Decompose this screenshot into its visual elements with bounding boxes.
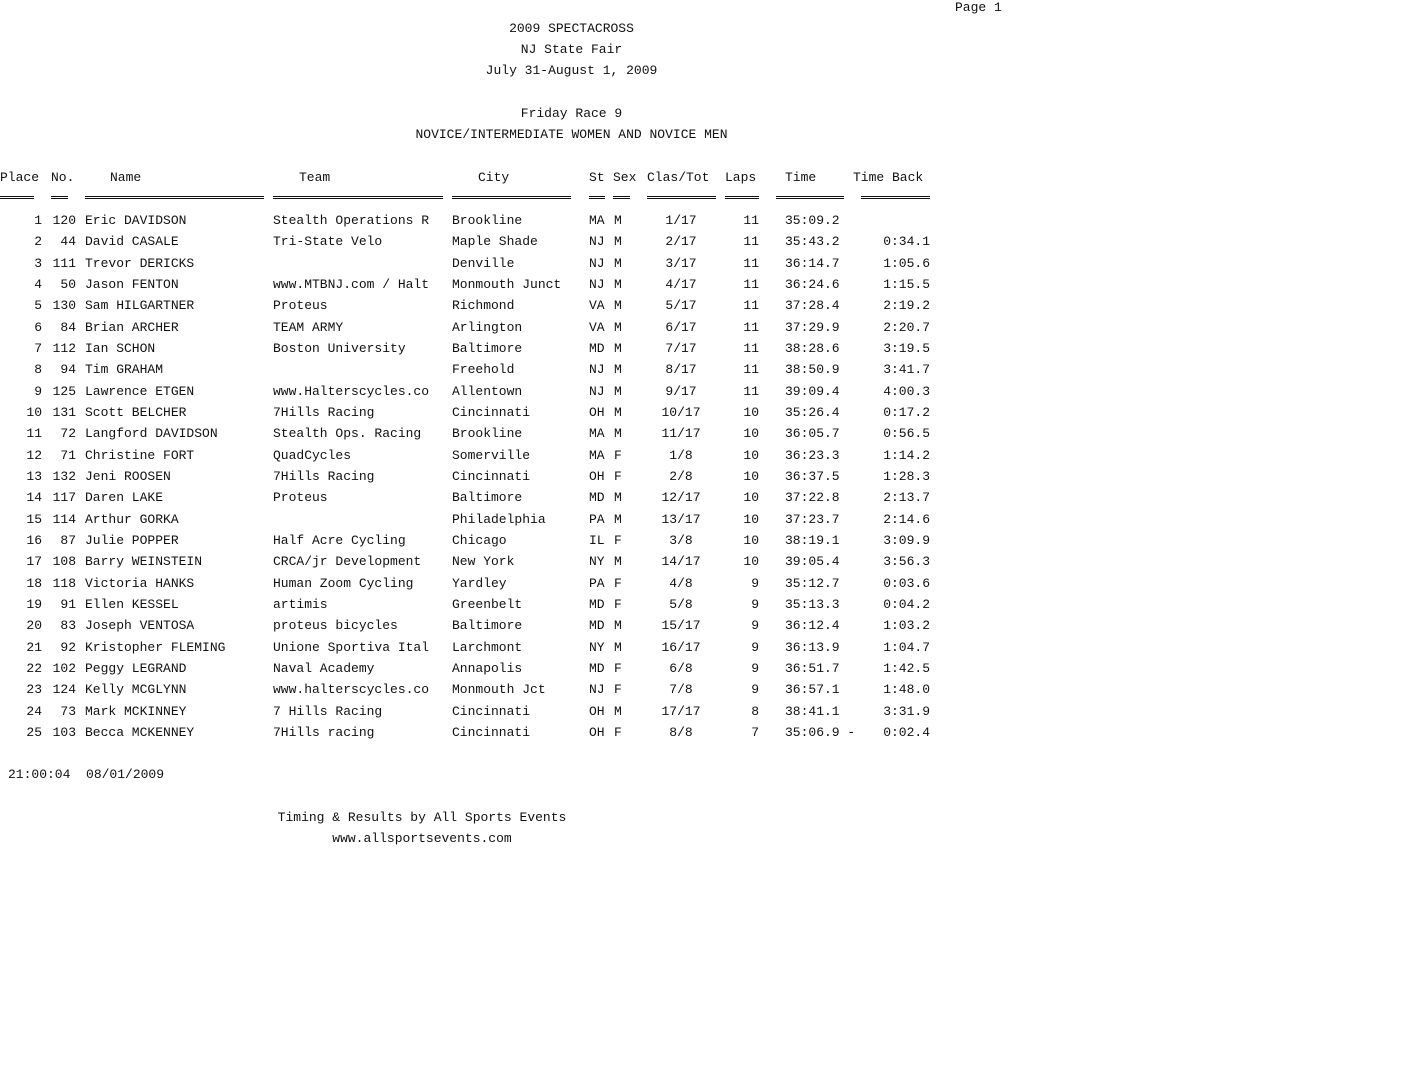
cell-laps: 11 — [743, 234, 759, 249]
cell-city: Baltimore — [452, 618, 523, 633]
cell-name: Jason FENTON — [85, 277, 179, 292]
cell-st: IL — [589, 533, 605, 548]
cell-laps: 11 — [743, 384, 759, 399]
cell-no: 71 — [60, 448, 76, 463]
cell-sex: M — [614, 490, 622, 505]
cell-no: 125 — [52, 384, 76, 399]
cell-city: Monmouth Junct — [452, 277, 562, 292]
cell-no: 44 — [60, 234, 76, 249]
cell-name: Ellen KESSEL — [85, 597, 179, 612]
cell-no: 120 — [52, 213, 76, 228]
cell-back: 0:02.4 — [883, 725, 930, 740]
event-dates: July 31-August 1, 2009 — [485, 63, 658, 78]
cell-team: 7Hills Racing — [273, 469, 375, 484]
cell-time: 36:37.5 — [785, 469, 840, 484]
cell-name: Peggy LEGRAND — [85, 661, 187, 676]
cell-laps: 9 — [751, 661, 759, 676]
cell-clas: 15/17 — [661, 618, 701, 633]
cell-no: 91 — [60, 597, 76, 612]
cell-city: Freehold — [452, 362, 515, 377]
cell-back: 0:04.2 — [883, 597, 930, 612]
cell-place: 20 — [26, 618, 42, 633]
cell-team: QuadCycles — [273, 448, 352, 463]
cell-clas: 1/8 — [669, 448, 693, 463]
cell-laps: 11 — [743, 362, 759, 377]
cell-sex: M — [614, 384, 622, 399]
cell-team: Human Zoom Cycling — [273, 576, 414, 591]
cell-st: NJ — [589, 362, 605, 377]
cell-no: 131 — [52, 405, 76, 420]
cell-time: 36:12.4 — [785, 618, 840, 633]
cell-city: Baltimore — [452, 490, 523, 505]
cell-st: VA — [589, 298, 605, 313]
cell-place: 19 — [26, 597, 42, 612]
cell-team: 7Hills Racing — [273, 405, 375, 420]
cell-time: 37:22.8 — [785, 490, 840, 505]
cell-city: Yardley — [452, 576, 507, 591]
cell-laps: 11 — [743, 341, 759, 356]
cell-no: 84 — [60, 320, 76, 335]
cell-name: Lawrence ETGEN — [85, 384, 195, 399]
cell-laps: 9 — [751, 682, 759, 697]
cell-clas: 3/17 — [665, 256, 697, 271]
cell-city: Maple Shade — [452, 234, 538, 249]
cell-time: 39:09.4 — [785, 384, 840, 399]
cell-clas: 11/17 — [661, 426, 701, 441]
cell-name: Eric DAVIDSON — [85, 213, 187, 228]
col-header-laps: Laps — [725, 170, 757, 185]
cell-st: VA — [589, 320, 605, 335]
cell-place: 10 — [26, 405, 42, 420]
cell-back: 3:31.9 — [883, 704, 930, 719]
cell-st: NJ — [589, 682, 605, 697]
cell-sex: F — [614, 725, 622, 740]
cell-place: 11 — [26, 426, 42, 441]
cell-back: 0:03.6 — [883, 576, 930, 591]
col-header-name: Name — [110, 170, 142, 185]
cell-time: 35:13.3 — [785, 597, 840, 612]
cell-time: 37:23.7 — [785, 512, 840, 527]
cell-city: Larchmont — [452, 640, 523, 655]
cell-time: 35:09.2 — [785, 213, 840, 228]
cell-time: 36:23.3 — [785, 448, 840, 463]
cell-city: New York — [452, 554, 515, 569]
cell-place: 1 — [34, 213, 42, 228]
cell-no: 130 — [52, 298, 76, 313]
cell-city: Brookline — [452, 426, 523, 441]
cell-st: OH — [589, 469, 605, 484]
cell-name: Daren LAKE — [85, 490, 164, 505]
cell-clas: 9/17 — [665, 384, 697, 399]
cell-sex: M — [614, 213, 622, 228]
col-header-team: Team — [299, 170, 331, 185]
cell-laps: 10 — [743, 490, 759, 505]
cell-team: www.Halterscycles.co — [273, 384, 430, 399]
cell-clas: 2/17 — [665, 234, 697, 249]
cell-sex: F — [614, 682, 622, 697]
event-venue: NJ State Fair — [520, 42, 623, 57]
cell-back: 3:56.3 — [883, 554, 930, 569]
cell-sex: F — [614, 661, 622, 676]
cell-sex: M — [614, 426, 622, 441]
col-header-clas-tot: Clas/Tot — [647, 170, 710, 185]
cell-laps: 10 — [743, 405, 759, 420]
cell-st: MD — [589, 341, 605, 356]
cell-laps: 7 — [751, 725, 759, 740]
cell-no: 111 — [52, 256, 76, 271]
cell-place: 15 — [26, 512, 42, 527]
col-header-time: Time — [785, 170, 817, 185]
cell-time: 36:57.1 — [785, 682, 840, 697]
cell-team: TEAM ARMY — [273, 320, 344, 335]
cell-place: 12 — [26, 448, 42, 463]
cell-back: 0:17.2 — [883, 405, 930, 420]
cell-sex: F — [614, 448, 622, 463]
cell-city: Baltimore — [452, 341, 523, 356]
cell-name: Arthur GORKA — [85, 512, 179, 527]
race-name: Friday Race 9 — [520, 106, 623, 121]
cell-city: Philadelphia — [452, 512, 546, 527]
col-header-sex: Sex — [613, 170, 637, 185]
cell-sex: M — [614, 618, 622, 633]
cell-no: 114 — [52, 512, 76, 527]
cell-team: Naval Academy — [273, 661, 375, 676]
cell-laps: 10 — [743, 469, 759, 484]
cell-no: 118 — [52, 576, 76, 591]
col-header-st: St — [589, 170, 605, 185]
cell-time: 36:24.6 — [785, 277, 840, 292]
cell-place: 6 — [34, 320, 42, 335]
cell-sex: M — [614, 512, 622, 527]
cell-name: Kelly MCGLYNN — [85, 682, 187, 697]
cell-place: 16 — [26, 533, 42, 548]
cell-back: 1:03.2 — [883, 618, 930, 633]
cell-clas: 3/8 — [669, 533, 693, 548]
cell-no: 132 — [52, 469, 76, 484]
cell-place: 21 — [26, 640, 42, 655]
cell-st: MD — [589, 661, 605, 676]
cell-no: 108 — [52, 554, 76, 569]
cell-back: 1:04.7 — [883, 640, 930, 655]
cell-place: 22 — [26, 661, 42, 676]
cell-city: Richmond — [452, 298, 515, 313]
cell-st: NY — [589, 640, 605, 655]
cell-back: 1:42.5 — [883, 661, 930, 676]
cell-place: 13 — [26, 469, 42, 484]
cell-time: 36:14.7 — [785, 256, 840, 271]
cell-back: 0:56.5 — [883, 426, 930, 441]
cell-place: 2 — [34, 234, 42, 249]
cell-laps: 9 — [751, 576, 759, 591]
cell-no: 112 — [52, 341, 76, 356]
cell-time: 36:13.9 — [785, 640, 840, 655]
cell-city: Annapolis — [452, 661, 523, 676]
cell-laps: 11 — [743, 298, 759, 313]
cell-clas: 16/17 — [661, 640, 701, 655]
cell-laps: 9 — [751, 640, 759, 655]
cell-st: PA — [589, 512, 605, 527]
cell-sex: M — [614, 554, 622, 569]
cell-city: Arlington — [452, 320, 523, 335]
cell-clas: 5/8 — [669, 597, 693, 612]
col-header-time-back: Time Back — [853, 170, 924, 185]
cell-name: Tim GRAHAM — [85, 362, 164, 377]
cell-back: 1:48.0 — [883, 682, 930, 697]
cell-back: 0:34.1 — [883, 234, 930, 249]
cell-city: Chicago — [452, 533, 507, 548]
cell-st: NJ — [589, 256, 605, 271]
cell-place: 8 — [34, 362, 42, 377]
cell-sex: M — [614, 234, 622, 249]
cell-time: 35:26.4 — [785, 405, 840, 420]
cell-time: 38:28.6 — [785, 341, 840, 356]
cell-team: proteus bicycles — [273, 618, 398, 633]
cell-team: Boston University — [273, 341, 406, 356]
cell-name: Victoria HANKS — [85, 576, 195, 591]
cell-time: 35:06.9 - — [785, 725, 856, 740]
cell-clas: 7/17 — [665, 341, 697, 356]
cell-team: 7 Hills Racing — [273, 704, 383, 719]
cell-sex: M — [614, 298, 622, 313]
cell-time: 35:43.2 — [785, 234, 840, 249]
cell-place: 25 — [26, 725, 42, 740]
cell-laps: 8 — [751, 704, 759, 719]
cell-back: 1:14.2 — [883, 448, 930, 463]
cell-team: artimis — [273, 597, 328, 612]
cell-team: Unione Sportiva Ital — [273, 640, 430, 655]
cell-clas: 4/17 — [665, 277, 697, 292]
cell-clas: 13/17 — [661, 512, 701, 527]
cell-place: 24 — [26, 704, 42, 719]
cell-team: 7Hills racing — [273, 725, 375, 740]
cell-st: MD — [589, 597, 605, 612]
cell-sex: F — [614, 576, 622, 591]
cell-st: NJ — [589, 277, 605, 292]
cell-place: 7 — [34, 341, 42, 356]
cell-clas: 2/8 — [669, 469, 693, 484]
cell-team: CRCA/jr Development — [273, 554, 422, 569]
cell-name: Scott BELCHER — [85, 405, 187, 420]
cell-st: OH — [589, 704, 605, 719]
print-timestamp: 21:00:04 08/01/2009 — [8, 767, 165, 782]
cell-name: Julie POPPER — [85, 533, 179, 548]
cell-back: 1:28.3 — [883, 469, 930, 484]
cell-clas: 17/17 — [661, 704, 701, 719]
cell-no: 73 — [60, 704, 76, 719]
cell-team: Tri-State Velo — [273, 234, 383, 249]
cell-team: www.MTBNJ.com / Halt — [273, 277, 430, 292]
cell-laps: 10 — [743, 448, 759, 463]
cell-no: 124 — [52, 682, 76, 697]
cell-name: David CASALE — [85, 234, 179, 249]
cell-clas: 8/17 — [665, 362, 697, 377]
cell-time: 39:05.4 — [785, 554, 840, 569]
cell-time: 36:51.7 — [785, 661, 840, 676]
cell-clas: 5/17 — [665, 298, 697, 313]
cell-st: NJ — [589, 384, 605, 399]
cell-name: Langford DAVIDSON — [85, 426, 218, 441]
cell-st: MD — [589, 490, 605, 505]
event-title: 2009 SPECTACROSS — [509, 21, 634, 36]
cell-place: 5 — [34, 298, 42, 313]
cell-clas: 10/17 — [661, 405, 701, 420]
cell-name: Kristopher FLEMING — [85, 640, 226, 655]
cell-clas: 6/17 — [665, 320, 697, 335]
cell-no: 87 — [60, 533, 76, 548]
cell-back: 2:14.6 — [883, 512, 930, 527]
cell-clas: 12/17 — [661, 490, 701, 505]
cell-back: 3:19.5 — [883, 341, 930, 356]
cell-laps: 9 — [751, 618, 759, 633]
cell-time: 38:19.1 — [785, 533, 840, 548]
cell-laps: 10 — [743, 512, 759, 527]
cell-name: Barry WEINSTEIN — [85, 554, 203, 569]
cell-st: MA — [589, 448, 605, 463]
cell-laps: 11 — [743, 320, 759, 335]
timing-credit: Timing & Results by All Sports Events — [277, 810, 567, 825]
cell-no: 50 — [60, 277, 76, 292]
cell-clas: 8/8 — [669, 725, 693, 740]
cell-time: 36:05.7 — [785, 426, 840, 441]
cell-no: 92 — [60, 640, 76, 655]
cell-back: 2:13.7 — [883, 490, 930, 505]
cell-no: 103 — [52, 725, 76, 740]
cell-name: Joseph VENTOSA — [85, 618, 195, 633]
race-category: NOVICE/INTERMEDIATE WOMEN AND NOVICE MEN — [415, 127, 728, 142]
cell-laps: 11 — [743, 213, 759, 228]
cell-place: 23 — [26, 682, 42, 697]
cell-sex: M — [614, 640, 622, 655]
cell-sex: M — [614, 320, 622, 335]
cell-time: 38:50.9 — [785, 362, 840, 377]
cell-no: 72 — [60, 426, 76, 441]
cell-laps: 11 — [743, 256, 759, 271]
cell-no: 117 — [52, 490, 76, 505]
cell-laps: 10 — [743, 533, 759, 548]
cell-time: 38:41.1 — [785, 704, 840, 719]
cell-st: PA — [589, 576, 605, 591]
cell-laps: 11 — [743, 277, 759, 292]
cell-city: Greenbelt — [452, 597, 523, 612]
cell-clas: 1/17 — [665, 213, 697, 228]
cell-team: Stealth Ops. Racing — [273, 426, 422, 441]
cell-place: 14 — [26, 490, 42, 505]
cell-place: 9 — [34, 384, 42, 399]
cell-time: 37:28.4 — [785, 298, 840, 313]
cell-city: Somerville — [452, 448, 531, 463]
cell-no: 83 — [60, 618, 76, 633]
cell-sex: M — [614, 341, 622, 356]
cell-team: Proteus — [273, 298, 328, 313]
col-header-place: Place — [0, 170, 40, 185]
cell-clas: 4/8 — [669, 576, 693, 591]
col-header-no: No. — [51, 170, 75, 185]
cell-laps: 10 — [743, 554, 759, 569]
cell-laps: 9 — [751, 597, 759, 612]
cell-city: Cincinnati — [452, 704, 531, 719]
cell-clas: 14/17 — [661, 554, 701, 569]
cell-st: MD — [589, 618, 605, 633]
cell-name: Becca MCKENNEY — [85, 725, 195, 740]
cell-back: 3:09.9 — [883, 533, 930, 548]
cell-st: MA — [589, 426, 605, 441]
cell-back: 4:00.3 — [883, 384, 930, 399]
cell-name: Jeni ROOSEN — [85, 469, 171, 484]
cell-st: NY — [589, 554, 605, 569]
cell-name: Sam HILGARTNER — [85, 298, 195, 313]
timing-website: www.allsportsevents.com — [332, 831, 512, 846]
cell-name: Trevor DERICKS — [85, 256, 195, 271]
cell-place: 4 — [34, 277, 42, 292]
cell-name: Christine FORT — [85, 448, 195, 463]
cell-name: Ian SCHON — [85, 341, 156, 356]
cell-sex: M — [614, 405, 622, 420]
cell-st: OH — [589, 725, 605, 740]
cell-time: 35:12.7 — [785, 576, 840, 591]
cell-city: Denville — [452, 256, 515, 271]
cell-name: Brian ARCHER — [85, 320, 179, 335]
cell-sex: F — [614, 597, 622, 612]
cell-team: www.halterscycles.co — [273, 682, 430, 697]
cell-sex: M — [614, 256, 622, 271]
col-header-city: City — [478, 170, 510, 185]
cell-sex: F — [614, 469, 622, 484]
cell-city: Allentown — [452, 384, 523, 399]
cell-back: 3:41.7 — [883, 362, 930, 377]
cell-place: 17 — [26, 554, 42, 569]
cell-sex: F — [614, 533, 622, 548]
cell-name: Mark MCKINNEY — [85, 704, 187, 719]
cell-team: Proteus — [273, 490, 328, 505]
cell-city: Cincinnati — [452, 405, 531, 420]
cell-sex: M — [614, 704, 622, 719]
cell-clas: 6/8 — [669, 661, 693, 676]
cell-team: Stealth Operations R — [273, 213, 430, 228]
cell-st: NJ — [589, 234, 605, 249]
cell-back: 1:15.5 — [883, 277, 930, 292]
cell-clas: 7/8 — [669, 682, 693, 697]
cell-st: OH — [589, 405, 605, 420]
cell-sex: M — [614, 362, 622, 377]
cell-city: Brookline — [452, 213, 523, 228]
cell-team: Half Acre Cycling — [273, 533, 406, 548]
cell-city: Cincinnati — [452, 469, 531, 484]
cell-sex: M — [614, 277, 622, 292]
cell-place: 3 — [34, 256, 42, 271]
cell-laps: 10 — [743, 426, 759, 441]
page-number: Page 1 — [955, 0, 1002, 15]
cell-st: MA — [589, 213, 605, 228]
cell-time: 37:29.9 — [785, 320, 840, 335]
cell-place: 18 — [26, 576, 42, 591]
cell-back: 2:20.7 — [883, 320, 930, 335]
cell-back: 2:19.2 — [883, 298, 930, 313]
cell-city: Cincinnati — [452, 725, 531, 740]
cell-back: 1:05.6 — [883, 256, 930, 271]
cell-no: 102 — [52, 661, 76, 676]
cell-city: Monmouth Jct — [452, 682, 546, 697]
cell-no: 94 — [60, 362, 76, 377]
